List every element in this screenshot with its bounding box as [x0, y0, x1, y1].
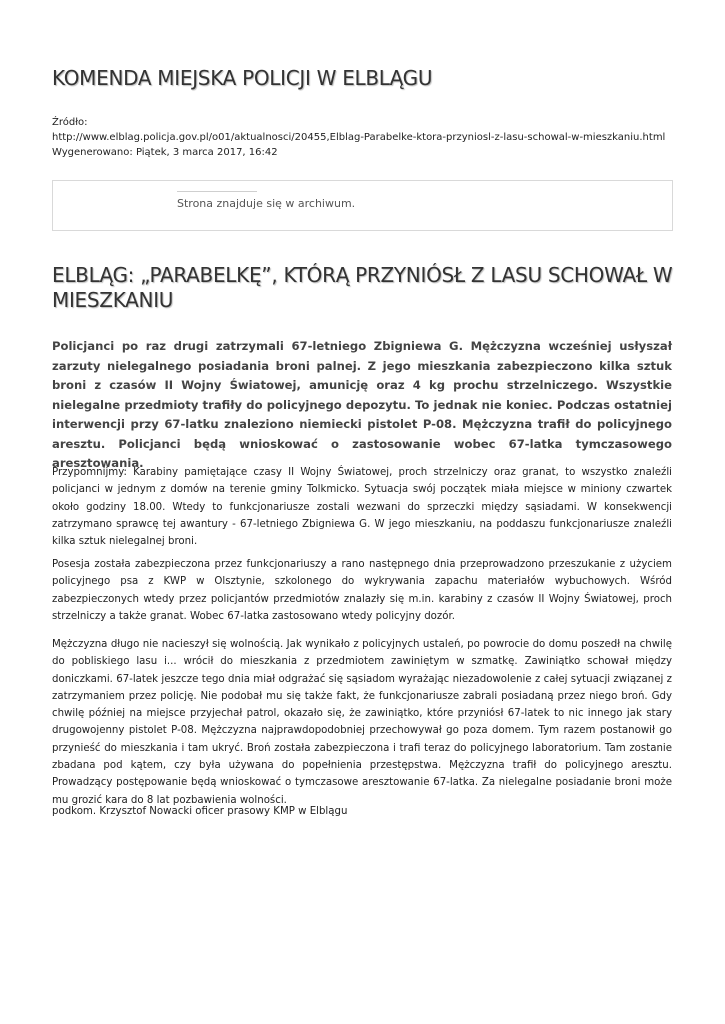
source-label: Źródło:	[52, 117, 88, 128]
archive-notice-box	[52, 180, 673, 231]
article-title: ELBLĄG: „PARABELKĘ”, KTÓRĄ PRZYNIÓSŁ Z LASU SCHOWAŁ W MIESZKANIU	[52, 263, 673, 312]
source-url-link[interactable]: http://www.elblag.policja.gov.pl/o01/aktualnosci/20455,Elblag-Parabelke-ktora-przyniosl-z-lasu-schowal-w-mieszkaniu.html	[52, 132, 666, 143]
article-signature: podkom. Krzysztof Nowacki oficer prasowy KMP w Elblągu	[52, 806, 348, 817]
article-paragraph: Mężczyzna długo nie nacieszył się wolnością. Jak wynikało z policyjnych ustaleń, po powrocie do domu poszedł na chwilę do pobliskiego lasu i... wrócił do mieszkania z przedmiotem zawiniętym w szmatkę. Zawiniątko schował między doniczkami. 67-latek jeszcze tego dnia miał odgrażać się sąsiadom wyrażając niezadowolenie z całej sytuacji związanej z zatrzymaniem przez policję. Nie podobał mu się także fakt, że funkcjonariusze zabrali posiadaną przez niego broń. Gdy chwilę później na miejsce przyjechał patrol, okazało się, że zawiniątko, które przyniósł 67-latek to nic innego jak stary drugowojenny pistolet P-08. Mężczyzna najprawdopodobniej przechowywał go poza domem. Tym razem postanowił go przynieść do mieszkania i tam ukryć. Broń została zabezpieczona i trafi teraz do policyjnego laboratorium. Tam zostanie zbadana pod kątem, czy była używana do popełnienia przestępstwa. Mężczyzna trafił do policyjnego aresztu. Prowadzący postępowanie będą wnioskować o tymczasowe aresztowanie 67-latka. Za nielegalne posiadanie broni może mu grozić kara do 8 lat pozbawienia wolności.	[52, 639, 672, 806]
archive-divider	[177, 191, 257, 192]
archive-notice: Strona znajduje się w archiwum.	[177, 197, 356, 210]
generated-date: Wygenerowano: Piątek, 3 marca 2017, 16:42	[52, 147, 278, 158]
article-lead: Policjanci po raz drugi zatrzymali 67-letniego Zbigniewa G. Mężczyzna wcześniej usłyszał zarzuty nielegalnego posiadania broni palnej. Z jego mieszkania zabezpieczono kilka sztuk broni z czasów II Wojny Światowej, amunicję oraz 4 kg prochu strzelniczego. Wszystkie nielegalne przedmioty trafiły do policyjnego depozytu. To jednak nie koniec. Podczas ostatniej interwencji przy 67-latku znaleziono niemiecki pistolet P-08. Mężczyzna trafił do policyjnego aresztu. Policjanci będą wnioskować o zastosowanie wobec 67-latka tymczasowego aresztowania.	[52, 339, 672, 470]
article-paragraph: Przypomnijmy: Karabiny pamiętające czasy II Wojny Światowej, proch strzelniczy oraz granat, to wszystko znaleźli policjanci w jednym z domów na terenie gminy Tolkmicko. Sytuacja swój początek miała miejsce w miniony czwartek około godziny 18.00. Wtedy to funkcjonariusze zostali wezwani do sprzeczki między sąsiadami. W konsekwencji zatrzymano sprawcę tej awantury - 67-letniego Zbigniewa G. W jego mieszkaniu, na poddaszu funkcjonariusze znaleźli kilka sztuk nielegalnej broni.	[52, 467, 672, 548]
site-title: KOMENDA MIEJSKA POLICJI W ELBLĄGU	[52, 66, 433, 90]
article-paragraph: Posesja została zabezpieczona przez funkcjonariuszy a rano następnego dnia przeprowadzono przeszukanie z użyciem policyjnego psa z KWP w Olsztynie, szkolonego do wykrywania zapachu materiałów wybuchowych. Wśród zabezpieczonych wtedy przez policjantów przedmiotów znalazły się m.in. karabiny z czasów II Wojny Światowej, proch strzelniczy a także granat. Wobec 67-latka zastosowano wtedy policyjny dozór.	[52, 559, 672, 622]
source-meta	[52, 115, 692, 160]
